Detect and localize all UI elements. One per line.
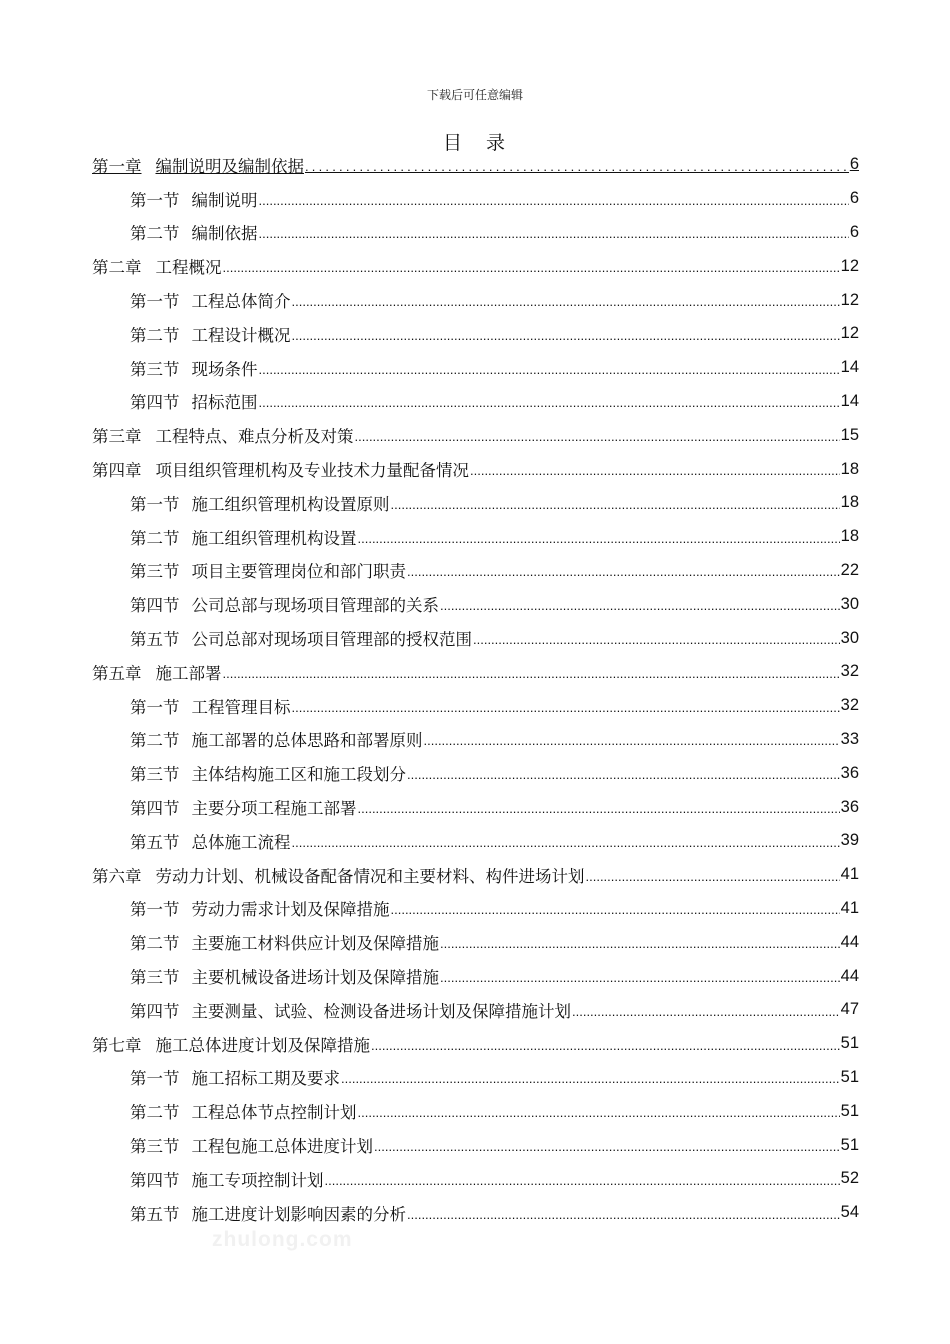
dot-leader <box>305 159 849 182</box>
toc-section-entry[interactable] <box>92 824 859 858</box>
toc-entry-page: 15 <box>840 425 859 444</box>
dot-leader <box>223 666 840 689</box>
watermark: zhulong.com <box>212 1228 353 1251</box>
toc-chapter-entry[interactable] <box>92 655 859 689</box>
toc-entry-page: 36 <box>840 763 859 782</box>
toc-entry-page: 32 <box>840 696 859 715</box>
toc-entry-page: 47 <box>840 1000 859 1019</box>
toc-entry-title: 劳动力计划、机械设备配备情况和主要材料、构件进场计划 <box>155 866 585 886</box>
toc-entry-number: 第二节 <box>130 528 180 548</box>
toc-section-entry[interactable] <box>92 925 859 959</box>
toc-entry-number: 第二节 <box>130 934 180 954</box>
toc-section-entry[interactable] <box>92 351 859 385</box>
toc-entry-number: 第五节 <box>130 832 180 852</box>
toc-entry-page: 6 <box>849 189 859 208</box>
dot-leader <box>391 497 840 520</box>
toc-section-entry[interactable] <box>92 1094 859 1128</box>
toc-section-entry[interactable] <box>92 959 859 993</box>
toc-title-right: 录 <box>486 132 508 154</box>
toc-entry-page: 30 <box>840 628 859 647</box>
toc-entry-number: 第一节 <box>130 900 180 920</box>
toc-entry-page: 18 <box>840 459 859 478</box>
dot-leader <box>292 835 840 858</box>
toc-entry-number: 第二节 <box>130 731 180 751</box>
toc-entry-number: 第三节 <box>130 359 180 379</box>
dot-leader <box>292 294 840 317</box>
toc-entry-page: 12 <box>840 324 859 343</box>
dot-leader <box>586 869 840 892</box>
toc-entry-number: 第三节 <box>130 562 180 582</box>
toc-entry-number: 第三节 <box>130 765 180 785</box>
toc-entry-page: 51 <box>840 1135 859 1154</box>
dot-leader <box>292 328 840 351</box>
toc-entry-title: 施工组织管理机构设置 <box>191 528 357 548</box>
toc-entry-number: 第四章 <box>92 461 142 481</box>
dot-leader <box>440 970 840 993</box>
dot-leader <box>440 936 840 959</box>
toc-entry-page: 22 <box>840 560 859 579</box>
toc-entry-title: 工程管理目标 <box>191 697 291 717</box>
toc-section-entry[interactable] <box>92 689 859 723</box>
toc-entry-title: 总体施工流程 <box>191 832 291 852</box>
toc-entry-title: 施工招标工期及要求 <box>191 1069 340 1089</box>
dot-leader <box>473 632 840 655</box>
toc-entry-title: 施工专项控制计划 <box>191 1170 324 1190</box>
toc-entry-title: 施工部署 <box>155 663 222 683</box>
toc-entry-title: 劳动力需求计划及保障措施 <box>191 900 390 920</box>
toc-entry-number: 第二节 <box>130 224 180 244</box>
toc-entry-title: 招标范围 <box>191 393 258 413</box>
toc-chapter-entry[interactable] <box>92 858 859 892</box>
toc-entry-title: 施工进度计划影响因素的分析 <box>191 1204 406 1224</box>
dot-leader <box>341 1071 840 1094</box>
toc-entry-page: 44 <box>840 966 859 985</box>
dot-leader <box>358 1105 840 1128</box>
toc-entry-page: 39 <box>840 831 859 850</box>
toc-entry-page: 14 <box>840 391 859 410</box>
header-note: 下载后可任意编辑 <box>426 88 523 102</box>
toc-section-entry[interactable] <box>92 1061 859 1095</box>
toc-entry-number: 第六章 <box>92 866 142 886</box>
toc-entry-number: 第一节 <box>130 697 180 717</box>
toc-entry-title: 项目主要管理岗位和部门职责 <box>191 562 406 582</box>
toc-section-entry[interactable] <box>92 993 859 1027</box>
dot-leader <box>440 598 840 621</box>
toc-entry-page: 54 <box>840 1203 859 1222</box>
toc-section-entry[interactable] <box>92 723 859 757</box>
toc-chapter-entry[interactable] <box>92 452 859 486</box>
toc-entry-number: 第二节 <box>130 1103 180 1123</box>
toc-entry-number: 第一节 <box>130 292 180 312</box>
toc-section-entry[interactable] <box>92 587 859 621</box>
toc-entry-title: 施工部署的总体思路和部署原则 <box>191 731 423 751</box>
toc-entry-title: 主要分项工程施工部署 <box>191 799 357 819</box>
toc-entry-title: 工程总体简介 <box>191 292 291 312</box>
dot-leader <box>358 801 840 824</box>
toc-section-entry[interactable] <box>92 554 859 588</box>
toc-entry-title: 编制说明及编制依据 <box>155 156 304 176</box>
toc-entry-page: 44 <box>840 932 859 951</box>
toc-section-entry[interactable] <box>92 1128 859 1162</box>
toc-entry-number: 第五节 <box>130 630 180 650</box>
toc-entry-title: 主体结构施工区和施工段划分 <box>191 765 406 785</box>
toc-entry-page: 52 <box>840 1169 859 1188</box>
dot-leader <box>259 193 849 216</box>
dot-leader <box>325 1173 840 1196</box>
toc-entry-number: 第四节 <box>130 1170 180 1190</box>
toc-section-entry[interactable] <box>92 317 859 351</box>
toc-title-left: 目 <box>442 132 464 154</box>
toc-chapter-entry[interactable] <box>92 148 859 182</box>
dot-leader <box>424 733 840 756</box>
dot-leader <box>223 260 840 283</box>
dot-leader <box>407 767 840 790</box>
toc-entry-page: 14 <box>840 358 859 377</box>
toc-entry-page: 36 <box>840 797 859 816</box>
toc-section-entry[interactable] <box>92 1162 859 1196</box>
toc-section-entry[interactable] <box>92 892 859 926</box>
toc-entry-title: 主要测量、试验、检测设备进场计划及保障措施计划 <box>191 1001 571 1021</box>
dot-leader <box>259 395 840 418</box>
toc-entry-number: 第一节 <box>130 1069 180 1089</box>
toc-section-entry[interactable] <box>92 182 859 216</box>
toc-entry-number: 第一节 <box>130 494 180 514</box>
toc-entry-number: 第四节 <box>130 1001 180 1021</box>
dot-leader <box>358 531 840 554</box>
toc-entry-title: 项目组织管理机构及专业技术力量配备情况 <box>155 461 469 481</box>
toc-section-entry[interactable] <box>92 621 859 655</box>
toc-entry-title: 施工组织管理机构设置原则 <box>191 494 390 514</box>
toc-entry-number: 第四节 <box>130 393 180 413</box>
toc-entry-number: 第三节 <box>130 968 180 988</box>
toc-entry-page: 51 <box>840 1101 859 1120</box>
toc-entry-page: 32 <box>840 662 859 681</box>
toc-entry-page: 12 <box>840 290 859 309</box>
toc-entry-number: 第三节 <box>130 1137 180 1156</box>
dot-leader <box>391 902 840 925</box>
toc-section-entry[interactable] <box>92 790 859 824</box>
toc-section-entry[interactable] <box>92 520 859 554</box>
toc-entry-page: 18 <box>840 527 859 546</box>
toc-entry-page: 51 <box>840 1034 859 1053</box>
toc-chapter-entry[interactable] <box>92 418 859 452</box>
toc-entry-title: 公司总部对现场项目管理部的授权范围 <box>191 630 472 650</box>
toc-entry-title: 主要机械设备进场计划及保障措施 <box>191 968 439 988</box>
dot-leader <box>371 1038 840 1061</box>
toc-section-entry[interactable] <box>92 756 859 790</box>
toc-entry-title: 工程概况 <box>155 258 222 278</box>
toc-entry-page: 6 <box>849 155 859 174</box>
toc-entry-page: 33 <box>840 729 859 748</box>
toc-entry-page: 6 <box>849 222 859 241</box>
toc-entry-title: 编制说明 <box>191 190 258 210</box>
toc-entry-page: 51 <box>840 1067 859 1086</box>
toc-entry-number: 第一节 <box>130 190 180 210</box>
toc-entry-title: 工程包施工总体进度计划 <box>191 1137 373 1156</box>
toc-entry-title: 公司总部与现场项目管理部的关系 <box>191 596 439 616</box>
toc-entry-page: 30 <box>840 594 859 613</box>
toc-entry-title: 现场条件 <box>191 359 258 379</box>
toc-section-entry[interactable] <box>92 486 859 520</box>
toc-entry-number: 第四节 <box>130 596 180 616</box>
toc-entry-number: 第七章 <box>92 1035 142 1055</box>
dot-leader <box>259 226 849 249</box>
toc-chapter-entry[interactable] <box>92 249 859 283</box>
toc-entry-page: 41 <box>840 865 859 884</box>
toc-entry-number: 第五章 <box>92 663 142 683</box>
toc-section-entry[interactable] <box>92 283 859 317</box>
dot-leader <box>572 1004 840 1027</box>
toc-entry-page: 41 <box>840 898 859 917</box>
dot-leader <box>292 700 840 723</box>
toc-entry-title: 编制依据 <box>191 224 258 244</box>
toc-entry-number: 第五节 <box>130 1204 180 1224</box>
toc-entry-title: 工程设计概况 <box>191 325 291 345</box>
table-of-contents <box>92 148 859 1230</box>
dot-leader <box>355 429 840 452</box>
toc-entry-number: 第一章 <box>92 156 142 176</box>
toc-entry-page: 12 <box>840 256 859 275</box>
toc-section-entry[interactable] <box>92 385 859 419</box>
toc-entry-page: 18 <box>840 493 859 512</box>
dot-leader <box>374 1139 840 1162</box>
toc-chapter-entry[interactable] <box>92 1027 859 1061</box>
toc-entry-number: 第二节 <box>130 325 180 345</box>
toc-entry-title: 主要施工材料供应计划及保障措施 <box>191 934 439 954</box>
toc-section-entry[interactable] <box>92 216 859 250</box>
toc-entry-number: 第三章 <box>92 427 142 447</box>
toc-entry-title: 工程总体节点控制计划 <box>191 1103 357 1123</box>
toc-entry-title: 工程特点、难点分析及对策 <box>155 427 354 447</box>
dot-leader <box>470 463 840 486</box>
toc-entry-number: 第二章 <box>92 258 142 278</box>
toc-section-entry[interactable] <box>92 1196 859 1230</box>
toc-entry-number: 第四节 <box>130 799 180 819</box>
dot-leader <box>407 564 840 587</box>
dot-leader <box>259 362 840 385</box>
dot-leader <box>407 1207 840 1230</box>
toc-entry-title: 施工总体进度计划及保障措施 <box>155 1035 370 1055</box>
